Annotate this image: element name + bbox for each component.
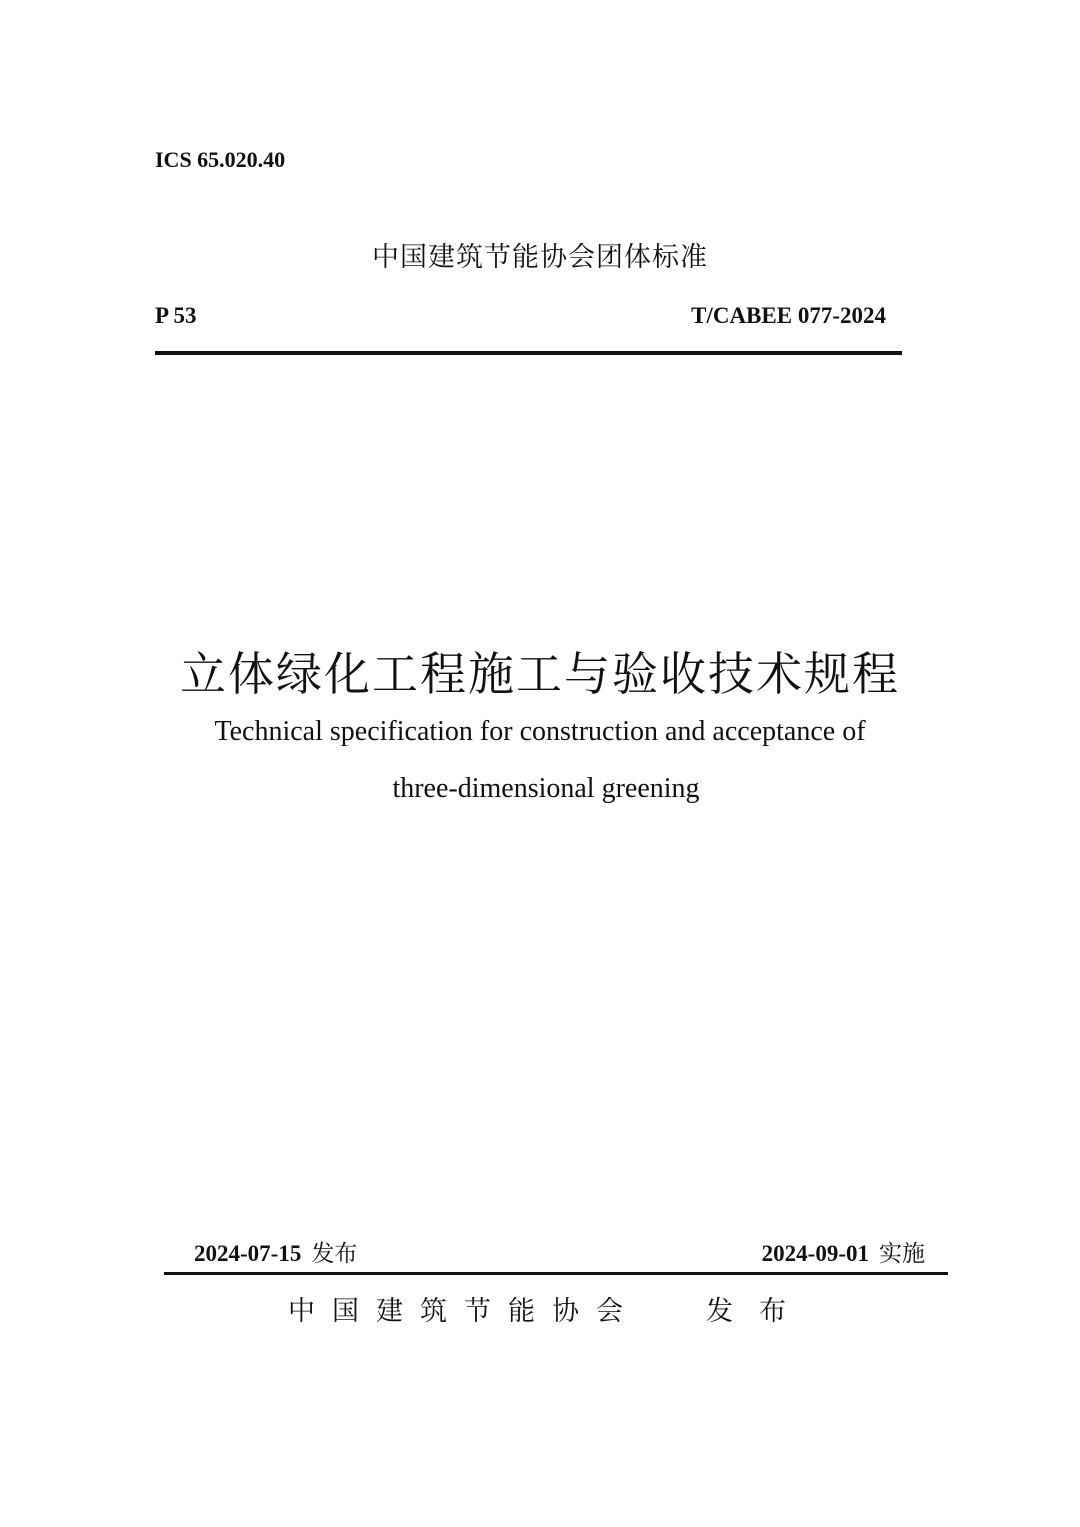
title-chinese: 立体绿化工程施工与验收技术规程: [180, 647, 900, 701]
implementation-label: 实施: [879, 1241, 925, 1267]
implementation-date: 2024-09-01: [761, 1241, 869, 1266]
footer-rule: [164, 1272, 948, 1275]
issue-date: 2024-07-15: [194, 1241, 302, 1266]
standard-number: T/CABEE 077-2024: [691, 303, 886, 328]
publisher-name: 中国建筑节能协会: [288, 1296, 640, 1327]
issue-label: 发布: [311, 1241, 358, 1267]
title-english-line-2: three-dimensional greening: [392, 773, 700, 804]
title-english-line-1: Technical specification for construction and acceptance of: [214, 716, 866, 747]
ics-code: ICS 65.020.40: [155, 147, 286, 172]
classification-code: P 53: [155, 303, 197, 328]
standard-type-heading: 中国建筑节能协会团体标准: [372, 242, 708, 273]
publish-label: 发布: [706, 1296, 812, 1327]
issue-info: [194, 1238, 357, 1270]
implementation-info: [762, 1238, 925, 1270]
header-rule: [155, 351, 902, 355]
